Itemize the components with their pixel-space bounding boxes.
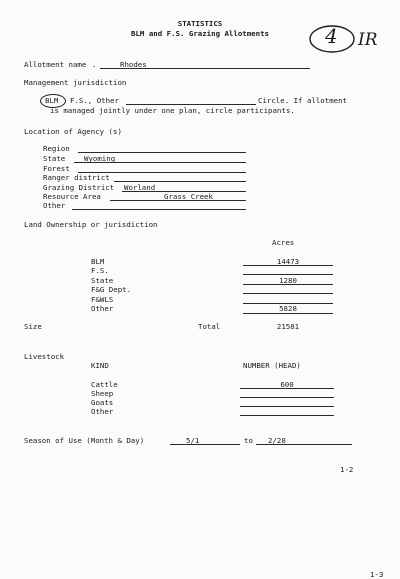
form-title: STATISTICS [177, 19, 223, 28]
location-line-ranger [114, 181, 246, 182]
land-size-label: Size [24, 322, 42, 331]
allotment-name-label: Allotment name [24, 60, 87, 69]
location-label-ranger: Ranger district [43, 173, 110, 182]
land-value-blm: 14473 [276, 257, 300, 266]
land-label-fwls: F&WLS [91, 295, 114, 304]
land-label-state: State [91, 276, 114, 285]
livestock-label-cattle: Cattle [91, 380, 118, 389]
allotment-name-value: Rhodes [120, 60, 147, 69]
land-label-fs: F.S. [91, 266, 109, 275]
livestock-kind-header: KIND [91, 361, 109, 370]
land-heading: Land Ownership or jurisdiction [24, 220, 158, 229]
land-label-blm: BLM [91, 257, 105, 266]
land-label-other: Other [91, 304, 114, 313]
livestock-line-sheep [240, 397, 334, 398]
management-line2: is managed jointly under one plan, circle participants. [50, 106, 295, 115]
management-blm: BLM [45, 96, 59, 105]
page-mark-mid: 1-2 [340, 465, 354, 474]
land-line-other [243, 313, 333, 314]
management-line1: F.S., Other [70, 96, 119, 105]
livestock-value-cattle: 600 [280, 380, 294, 389]
season-label: Season of Use (Month & Day) [24, 436, 145, 445]
livestock-line-goats [240, 406, 334, 407]
allotment-prefix: . [92, 60, 97, 69]
location-label-state: State [43, 154, 66, 163]
management-heading: Management jurisdiction [24, 78, 127, 87]
livestock-number-header: NUMBER (HEAD) [243, 361, 301, 370]
season-from-line [170, 444, 240, 445]
location-label-grazing: Grazing District [43, 183, 115, 192]
livestock-line-other [240, 415, 334, 416]
ir-mark: IR [358, 30, 378, 50]
location-label-other: Other [43, 201, 66, 210]
location-heading: Location of Agency (s) [24, 127, 122, 136]
location-value-resource: Grass Creek [164, 192, 213, 201]
land-value-other: 5828 [279, 304, 297, 313]
location-value-grazing: Worland [124, 183, 156, 192]
location-label-region: Region [43, 144, 70, 153]
livestock-heading: Livestock [24, 352, 65, 361]
management-circle-text: Circle. If allotment [258, 96, 347, 105]
location-label-resource: Resource Area [43, 192, 101, 201]
land-line-fg [243, 293, 333, 294]
land-total-value: 21581 [276, 322, 300, 331]
form-subtitle: BLM and F.S. Grazing Allotments [131, 29, 269, 38]
location-label-forest: Forest [43, 164, 70, 173]
management-other-line [126, 104, 256, 105]
livestock-label-other: Other [91, 407, 114, 416]
page-mark-bottom: 1-3 [370, 570, 384, 579]
land-line-fs [243, 274, 333, 275]
location-line-other [72, 209, 246, 210]
season-to-value: 2/28 [268, 436, 286, 445]
livestock-label-sheep: Sheep [91, 389, 114, 398]
land-value-state: 1280 [279, 276, 297, 285]
land-acres-header: Acres [272, 238, 295, 247]
land-total-label: Total [198, 322, 221, 331]
location-line-region [78, 152, 246, 153]
season-to-label: to [244, 436, 253, 445]
livestock-label-goats: Goats [91, 398, 114, 407]
location-value-state: Wyoming [84, 154, 116, 163]
circled-number: 4 [325, 24, 338, 48]
land-label-fg: F&G Dept. [91, 285, 132, 294]
season-from-value: 5/1 [186, 436, 200, 445]
